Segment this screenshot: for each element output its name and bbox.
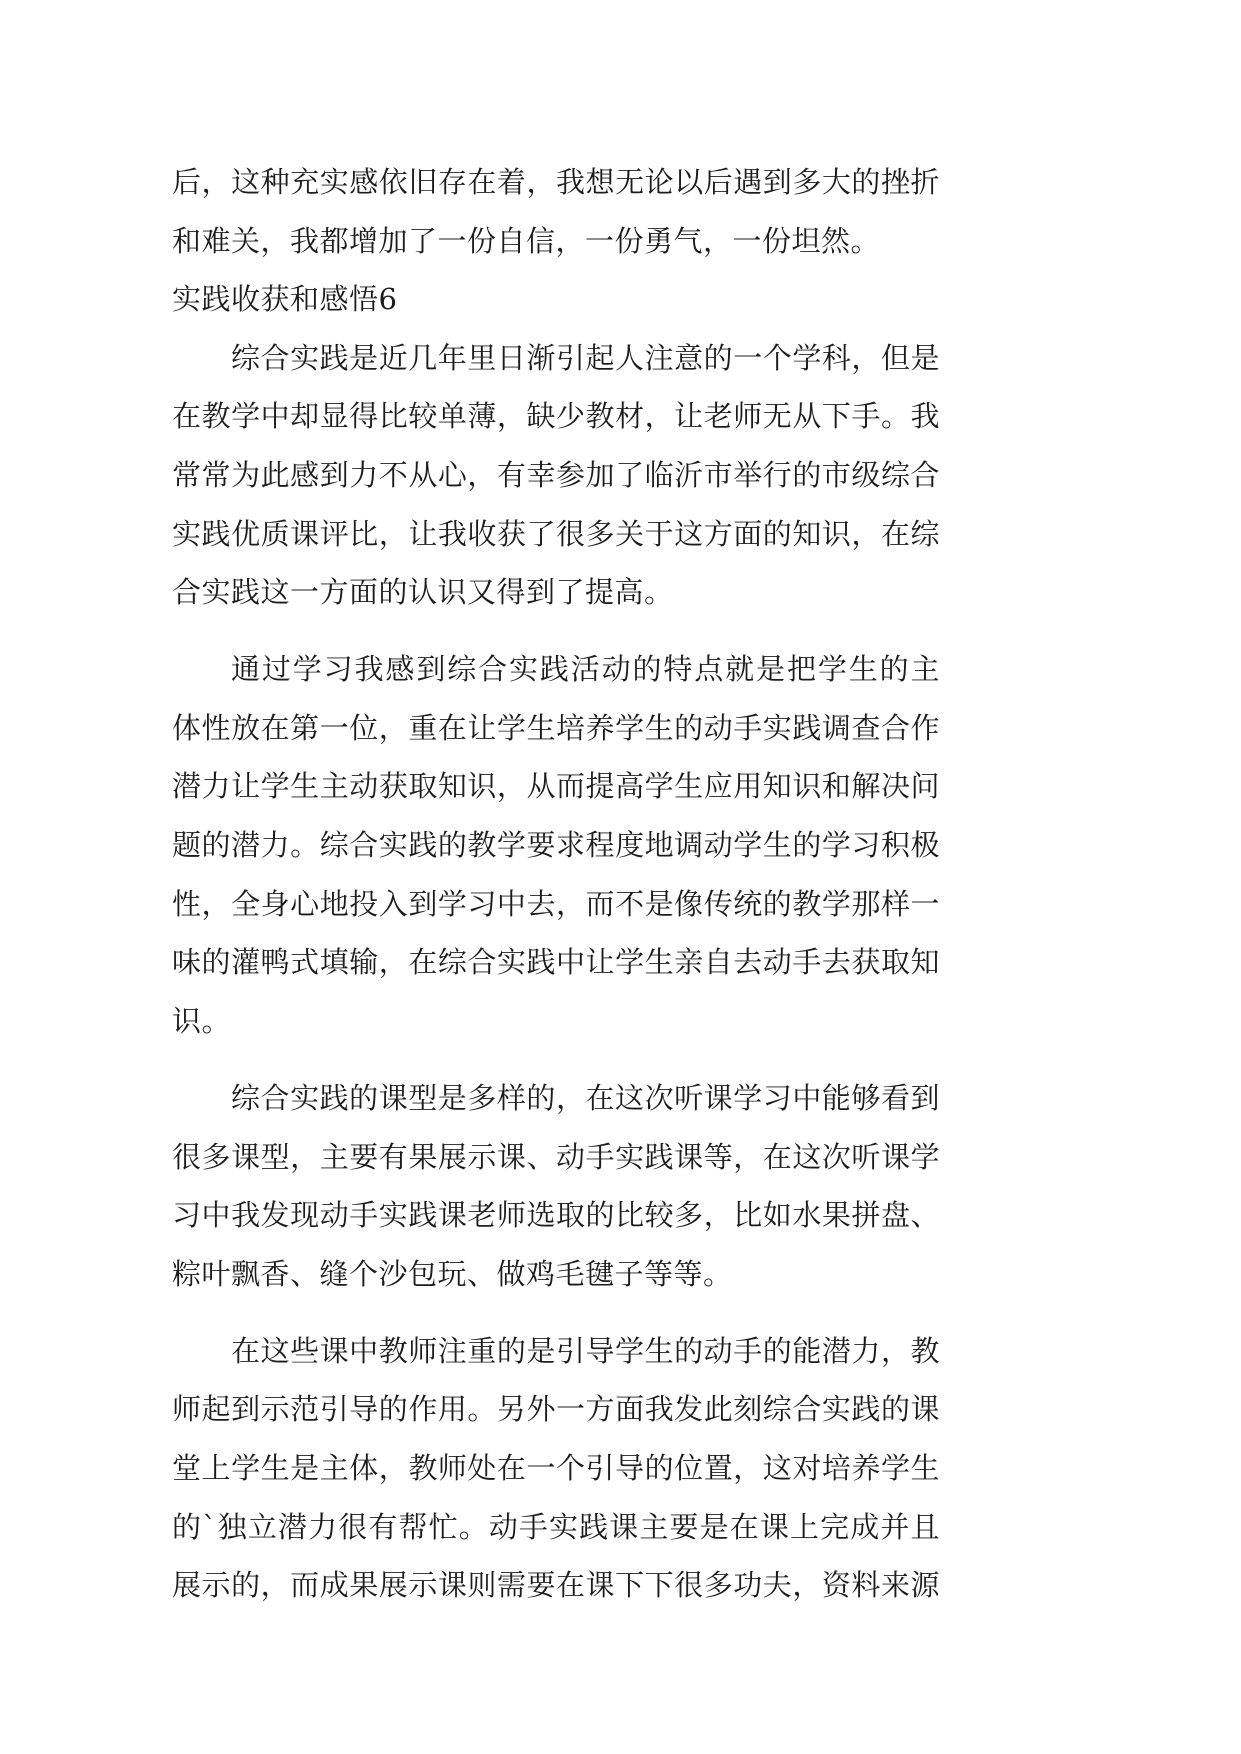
text-line: 后，这种充实感依旧存在着，我想无论以后遇到多大的挫折: [172, 165, 940, 199]
text-line: 潜力让学生主动获取知识，从而提高学生应用知识和解决问: [172, 769, 940, 804]
paragraph-2: [172, 640, 940, 1050]
text-line: 展示的，而成果展示课则需要在课下下很多功夫，资料来源: [172, 1568, 940, 1603]
text-line: 粽叶飘香、缝个沙包玩、做鸡毛毽子等等。: [172, 1256, 733, 1291]
text-line: 体性放在第一位，重在让学生培养学生的动手实践调查合作: [172, 710, 940, 745]
text-line: 合实践这一方面的认识又得到了提高。: [172, 575, 674, 610]
text-line: 实践优质课评比，让我收获了很多关于这方面的知识，在综: [172, 516, 940, 551]
text-line: 通过学习我感到综合实践活动的特点就是把学生的主: [231, 652, 940, 687]
text-line: 性，全身心地投入到学习中去，而不是像传统的教学那样一: [172, 886, 940, 921]
text-line: 习中我发现动手实践课老师选取的比较多，比如水果拼盘、: [172, 1198, 940, 1233]
document-body: [172, 153, 940, 1615]
text-line: 和难关，我都增加了一份自信，一份勇气，一份坦然。: [172, 223, 881, 258]
section-heading: 实践收获和感悟6: [172, 282, 398, 317]
text-line: 常常为此感到力不从心，有幸参加了临沂市举行的市级综合: [172, 457, 940, 492]
paragraph-3: [172, 1069, 940, 1303]
text-line: 在这些课中教师注重的是引导学生的动手的能潜力，教: [231, 1333, 940, 1368]
text-line: 综合实践的课型是多样的，在这次听课学习中能够看到: [231, 1080, 940, 1115]
text-line: 师起到示范引导的作用。另外一方面我发此刻综合实践的课: [172, 1392, 940, 1427]
text-line: 在教学中却显得比较单薄，缺少教材，让老师无从下手。我: [172, 399, 940, 434]
paragraph-continuation: [172, 153, 940, 270]
text-line: 综合实践是近几年里日渐引起人注意的一个学科，但是: [231, 340, 940, 375]
text-line: 味的灌鸭式填输，在综合实践中让学生亲自去动手去获取知: [172, 945, 940, 980]
paragraph-4: [172, 1322, 940, 1615]
text-line: 的`独立潜力很有帮忙。动手实践课主要是在课上完成并且: [172, 1509, 940, 1544]
text-line: 题的潜力。综合实践的教学要求程度地调动学生的学习积极: [172, 828, 940, 863]
text-line: 很多课型，主要有果展示课、动手实践课等，在这次听课学: [172, 1139, 940, 1174]
text-line: 堂上学生是主体，教师处在一个引导的位置，这对培养学生: [172, 1450, 940, 1485]
text-line: 识。: [172, 1003, 232, 1038]
paragraph-1: [172, 329, 940, 622]
